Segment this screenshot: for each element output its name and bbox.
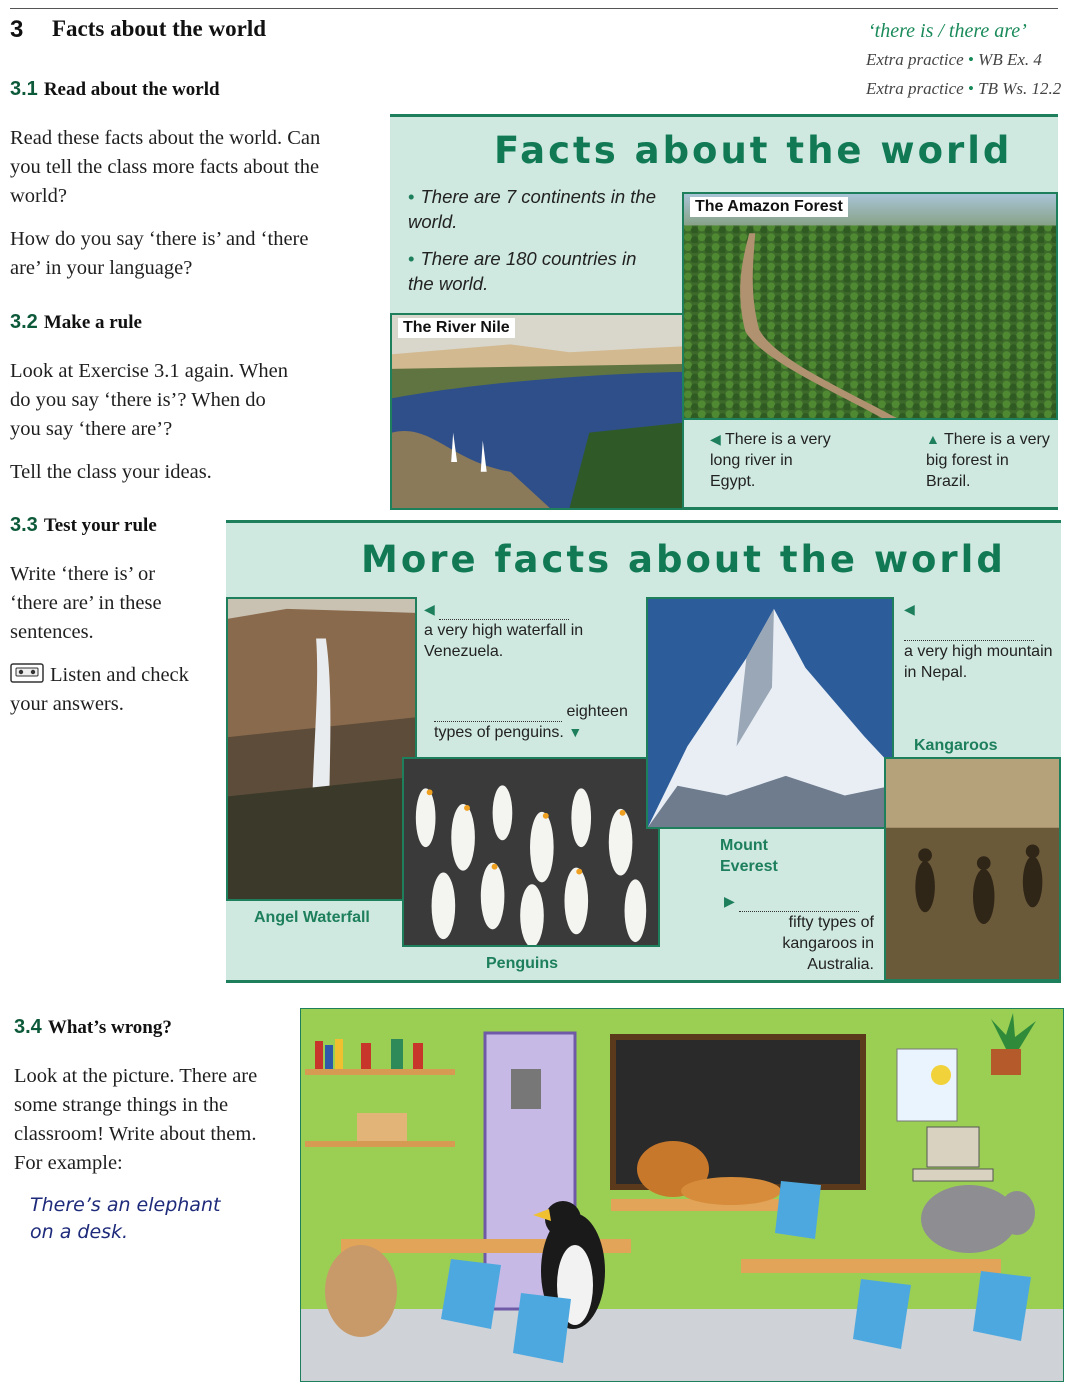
amazon-forest-photo: [682, 192, 1058, 420]
section-heading-3-2: [10, 311, 142, 334]
bullet: •: [408, 186, 415, 207]
penguin-caption: [434, 701, 644, 743]
arrow-left-icon: ◀: [904, 601, 915, 617]
penguins-label: Penguins: [486, 955, 559, 972]
amazon-label: The Amazon Forest: [690, 197, 848, 217]
s32-paragraph-1: Look at Exercise 3.1 again. When do you say ‘there is’? When do you say ‘there are’?: [10, 360, 288, 440]
fact-countries: [408, 246, 658, 296]
caption-text: There is a very big forest in Brazil.: [926, 431, 1050, 490]
extra-ref: WB Ex. 4: [978, 50, 1042, 69]
everest-caption: [904, 599, 1054, 683]
caption-text: a very high mountain in Nepal.: [904, 643, 1053, 681]
bullet: •: [967, 79, 974, 98]
caption-text: eighteen: [566, 703, 628, 720]
caption-text: There is a very long river in Egypt.: [710, 431, 831, 490]
top-rule: [10, 8, 1058, 9]
section-number: 3.2: [10, 311, 38, 333]
grammar-tag: ‘there is / there are’: [868, 20, 1027, 42]
section-number: 3.3: [10, 514, 38, 536]
s33-paragraph-2: [10, 661, 210, 719]
section-title: Test your rule: [43, 515, 157, 536]
facts-panel-title: Facts about the world: [494, 129, 1013, 172]
river-nile-photo: [390, 313, 684, 510]
extra-practice-wb: [866, 50, 1042, 70]
nile-image: [392, 315, 682, 508]
caption-text: types of penguins.: [434, 724, 564, 741]
s32-paragraph-2: Tell the class your ideas.: [10, 461, 212, 483]
answer-blank: [904, 626, 1034, 641]
answer-blank: [434, 707, 562, 722]
more-facts-title: More facts about the world: [361, 538, 1006, 581]
nile-label: The River Nile: [398, 318, 515, 338]
everest-label: [720, 835, 778, 877]
waterfall-image: [228, 599, 415, 899]
answer-blank: [739, 897, 859, 912]
arrow-up-icon: ▲: [926, 431, 940, 447]
fact-text: There are 180 countries in the world.: [408, 248, 637, 294]
fact-text: There are 7 continents in the world.: [408, 186, 656, 232]
handwritten-example: There’s an elephant on a desk.: [30, 1194, 221, 1243]
mount-everest-photo: [646, 597, 894, 829]
arrow-down-icon: ▼: [568, 724, 583, 740]
bullet: •: [967, 50, 974, 69]
extra-ref: TB Ws. 12.2: [978, 79, 1062, 98]
kangaroos-photo: [884, 757, 1061, 981]
kangaroos-image: [886, 759, 1059, 979]
caption-text: a very high waterfall in Venezuela.: [424, 622, 584, 660]
arrow-right-icon: ▶: [724, 893, 735, 909]
amazon-caption: [926, 429, 1056, 492]
listen-text: Listen and check your answers.: [10, 664, 189, 715]
section-title: What’s wrong?: [47, 1017, 172, 1038]
classroom-image: [301, 1009, 1064, 1382]
nile-caption: [710, 429, 840, 492]
label-line: Everest: [720, 858, 778, 875]
arrow-left-icon: ◀: [710, 431, 721, 447]
bullet: •: [408, 248, 415, 269]
classroom-illustration: [300, 1008, 1064, 1382]
penguins-photo: [402, 757, 660, 947]
kangaroos-label: Kangaroos: [914, 737, 998, 754]
unit-title: Facts about the world: [52, 16, 267, 41]
extra-label: Extra practice: [866, 50, 964, 69]
section-heading-3-1: [10, 78, 220, 101]
unit-number: 3: [10, 16, 24, 43]
penguins-image: [404, 759, 658, 945]
waterfall-caption: [424, 599, 624, 662]
fact-continents: [408, 184, 658, 234]
section-number: 3.4: [14, 1016, 42, 1038]
answer-blank: [439, 605, 569, 620]
facts-panel: [390, 114, 1058, 510]
label-line: Mount: [720, 837, 768, 854]
extra-label: Extra practice: [866, 79, 964, 98]
section-title: Read about the world: [43, 79, 220, 100]
angel-waterfall-photo: [226, 597, 417, 901]
section-heading-3-3: [10, 514, 157, 537]
s33-paragraph-1: Write ‘there is’ or ‘there are’ in these sentences.: [10, 563, 162, 643]
kangaroo-caption: [724, 891, 874, 975]
section-title: Make a rule: [43, 312, 142, 333]
caption-text: fifty types of kangaroos in Australia.: [782, 914, 874, 973]
section-heading-3-4: [14, 1016, 172, 1039]
more-facts-panel: [226, 520, 1061, 983]
everest-image: [648, 599, 892, 827]
angel-waterfall-label: Angel Waterfall: [254, 909, 370, 926]
s34-paragraph: Look at the picture. There are some strange things in the classroom! Write about them. For example:: [14, 1065, 258, 1174]
amazon-image: [684, 194, 1056, 418]
section-number: 3.1: [10, 78, 38, 100]
extra-practice-tb: [866, 79, 1061, 99]
cassette-icon: [10, 662, 44, 684]
s31-paragraph-2: How do you say ‘there is’ and ‘there are’ in your language?: [10, 228, 309, 279]
arrow-left-icon: ◀: [424, 601, 435, 617]
s31-paragraph-1: Read these facts about the world. Can you tell the class more facts about the world?: [10, 127, 321, 207]
